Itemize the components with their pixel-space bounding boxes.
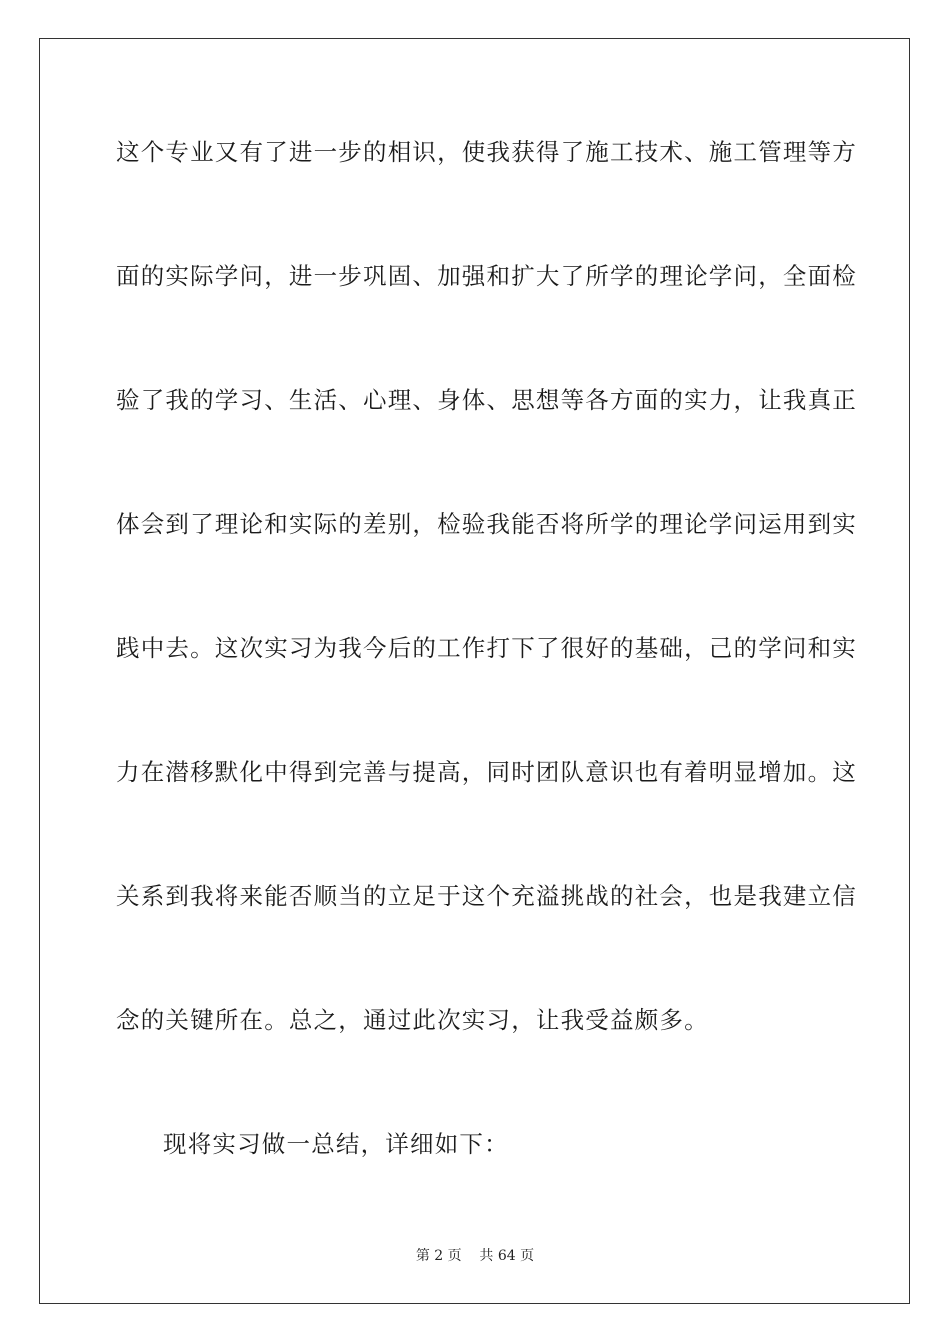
page-border bbox=[39, 38, 910, 1304]
paragraph-line: 体会到了理论和实际的差别，检验我能否将所学的理论学问运用到实 bbox=[116, 510, 857, 538]
paragraph-line: 验了我的学习、生活、心理、身体、思想等各方面的实力，让我真正 bbox=[116, 386, 857, 414]
paragraph-line: 力在潜移默化中得到完善与提高，同时团队意识也有着明显增加。这 bbox=[116, 758, 857, 786]
paragraph-line-indented: 现将实习做一总结，详细如下： bbox=[163, 1130, 509, 1158]
paragraph-line: 念的关键所在。总之，通过此次实习，让我受益颇多。 bbox=[116, 1006, 709, 1034]
page-number-footer: 第 2 页 共 64 页 bbox=[415, 1248, 535, 1264]
paragraph-line: 关系到我将来能否顺当的立足于这个充溢挑战的社会，也是我建立信 bbox=[116, 882, 857, 910]
paragraph-line: 面的实际学问，进一步巩固、加强和扩大了所学的理论学问，全面检 bbox=[116, 262, 857, 290]
paragraph-line: 这个专业又有了进一步的相识，使我获得了施工技术、施工管理等方 bbox=[116, 138, 857, 166]
paragraph-line: 践中去。这次实习为我今后的工作打下了很好的基础，己的学问和实 bbox=[116, 634, 857, 662]
